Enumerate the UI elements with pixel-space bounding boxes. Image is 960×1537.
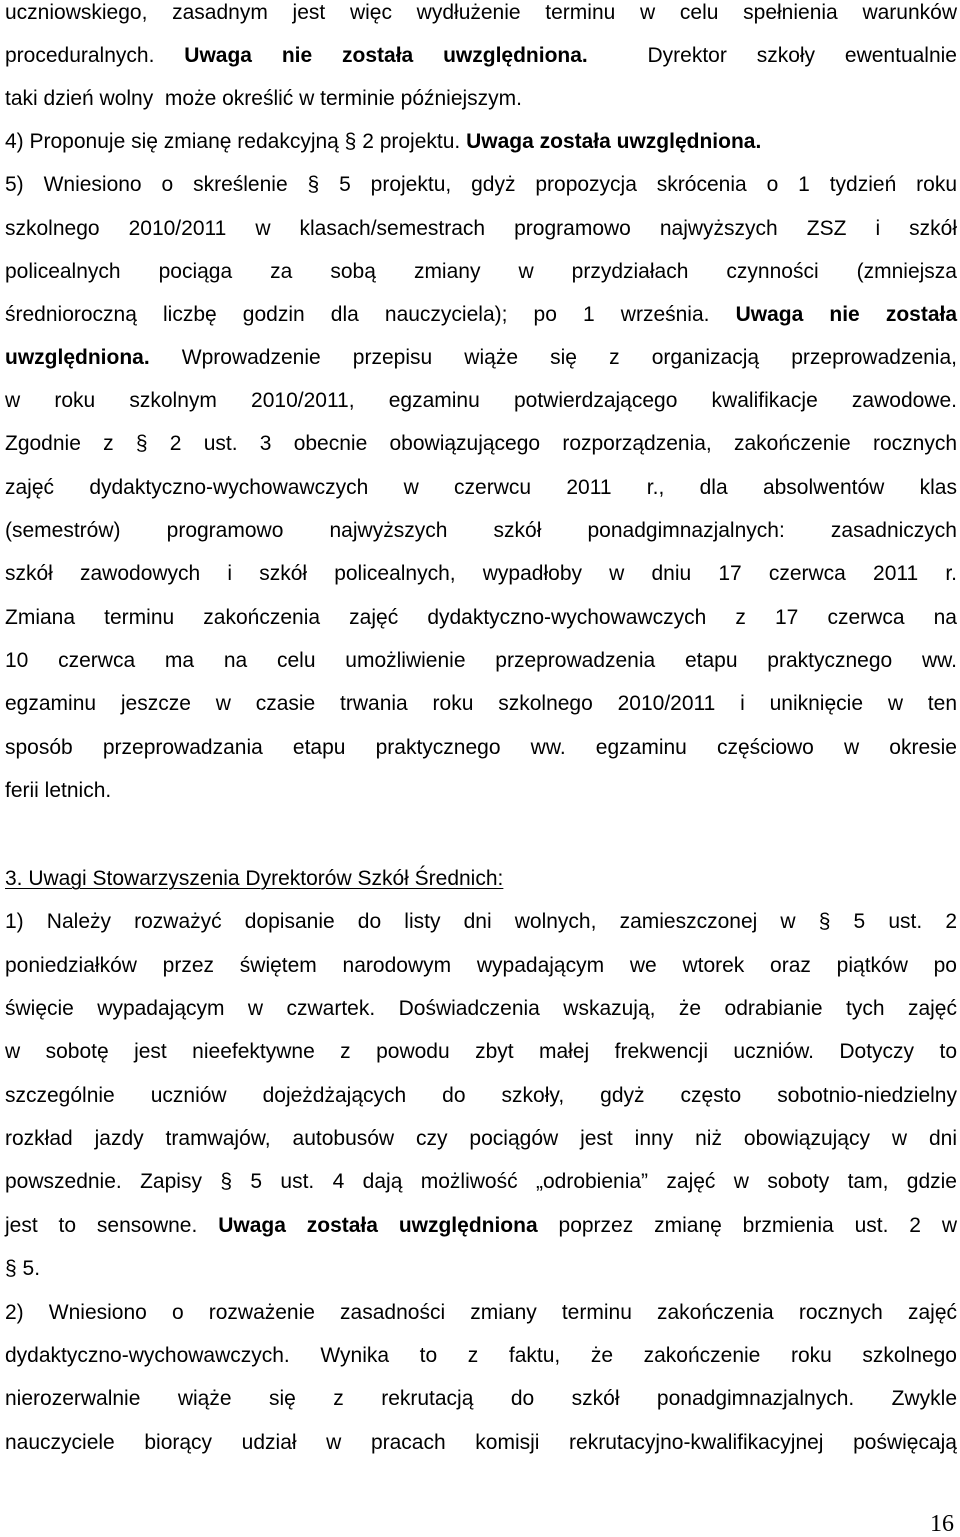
text-line: [5, 259, 957, 285]
text-segment: policealnych pociąga za sobą zmiany w przydziałach czynności (zmniejsza: [5, 260, 957, 283]
bold-text: Uwaga nie została uwzględniona.: [184, 44, 588, 67]
text-line: [5, 43, 957, 69]
text-segment: średnioroczną liczbę godzin dla nauczyciela); po 1 września.: [5, 303, 736, 326]
text-segment: szczególnie uczniów dojeżdżających do szkoły, gdyż często sobotnio-niedzielny: [5, 1084, 957, 1107]
text-line: [5, 1169, 957, 1195]
text-segment: taki dzień wolny może określić w terminie późniejszym.: [5, 87, 523, 110]
text-segment: 4) Proponuje się zmianę redakcyjną § 2 projektu.: [5, 130, 467, 153]
text-segment: Wprowadzenie przepisu wiąże się z organizacją przeprowadzenia,: [149, 346, 957, 369]
text-line: [5, 953, 957, 979]
text-segment: nauczyciele biorący udział w pracach komisji rekrutacyjno-kwalifikacyjnej poświęcają: [5, 1431, 957, 1454]
text-line: [5, 1083, 957, 1109]
text-segment: uczniowskiego, zasadnym jest więc wydłużenie terminu w celu spełnienia warunków: [5, 1, 957, 24]
text-segment: powszednie. Zapisy § 5 ust. 4 dają możliwość „odrobienia” zajęć w soboty tam, gdzie: [5, 1170, 957, 1193]
text-line: [5, 561, 957, 587]
bold-text: Uwaga została uwzględniona: [218, 1214, 538, 1237]
text-line: [5, 1386, 957, 1412]
text-segment: sposób przeprowadzania etapu praktycznego ww. egzaminu częściowo w okresie: [5, 736, 957, 759]
text-line: [5, 1343, 957, 1369]
text-line: [5, 909, 957, 935]
text-segment: szkół zawodowych i szkół policealnych, wypadłoby w dniu 17 czerwca 2011 r.: [5, 562, 957, 585]
text-line: [5, 129, 957, 155]
text-segment: szkolnego 2010/2011 w klasach/semestrach programowo najwyższych ZSZ i szkół: [5, 217, 957, 240]
text-segment: Zgodnie z § 2 ust. 3 obecnie obowiązującego rozporządzenia, zakończenie rocznych: [5, 432, 957, 455]
text-segment: egzaminu jeszcze w czasie trwania roku szkolnego 2010/2011 i uniknięcie w ten: [5, 692, 957, 715]
text-line: [5, 1300, 957, 1326]
text-line: [5, 431, 957, 457]
text-segment: w roku szkolnym 2010/2011, egzaminu potwierdzającego kwalifikacje zawodowe.: [5, 389, 957, 412]
bold-text: Uwaga nie została: [735, 303, 958, 326]
text-line: [5, 216, 957, 242]
text-segment: 10 czerwca ma na celu umożliwienie przeprowadzenia etapu praktycznego ww.: [5, 649, 957, 672]
text-line: [5, 302, 957, 328]
text-line: [5, 518, 957, 544]
page-number: 16: [930, 1511, 954, 1537]
text-segment: 5) Wniesiono o skreślenie § 5 projektu, gdyż propozycja skrócenia o 1 tydzień roku: [5, 173, 957, 196]
text-line: [5, 996, 957, 1022]
text-line: [5, 866, 957, 892]
text-line: [5, 691, 957, 717]
text-segment: poprzez zmianę brzmienia ust. 2 w: [537, 1214, 958, 1237]
text-line: [5, 1256, 957, 1282]
text-line: [5, 735, 957, 761]
text-segment: (semestrów) programowo najwyższych szkół ponadgimnazjalnych: zasadniczych: [5, 519, 957, 542]
text-segment: 1) Należy rozważyć dopisanie do listy dni wolnych, zamieszczonej w § 5 ust. 2: [5, 910, 957, 933]
text-line: [5, 1213, 957, 1239]
text-segment: 2) Wniesiono o rozważenie zasadności zmiany terminu zakończenia rocznych zajęć: [5, 1301, 957, 1324]
text-segment: Zmiana terminu zakończenia zajęć dydaktyczno-wychowawczych z 17 czerwca na: [5, 606, 957, 629]
text-line: [5, 1430, 957, 1456]
text-segment: jest to sensowne.: [5, 1214, 219, 1237]
text-segment: zajęć dydaktyczno-wychowawczych w czerwcu 2011 r., dla absolwentów klas: [5, 476, 957, 499]
text-segment: Dyrektor szkoły ewentualnie: [587, 44, 957, 67]
text-line: [5, 1126, 957, 1152]
text-line: [5, 648, 957, 674]
text-segment: § 5.: [5, 1257, 41, 1280]
text-line: [5, 86, 957, 112]
text-segment: poniedziałków przez świętem narodowym wypadającym we wtorek oraz piątków po: [5, 954, 957, 977]
text-line: [5, 345, 957, 371]
text-line: [5, 388, 957, 414]
text-segment: rozkład jazdy tramwajów, autobusów czy pociągów jest inny niż obowiązujący w dni: [5, 1127, 957, 1150]
text-line: [5, 778, 957, 804]
text-line: [5, 1039, 957, 1065]
bold-text: Uwaga została uwzględniona.: [466, 130, 762, 153]
text-segment: ferii letnich.: [5, 779, 112, 802]
text-line: [5, 475, 957, 501]
text-line: [5, 605, 957, 631]
text-segment: w sobotę jest nieefektywne z powodu zbyt małej frekwencji uczniów. Dotyczy to: [5, 1040, 957, 1063]
text-segment: dydaktyczno-wychowawczych. Wynika to z faktu, że zakończenie roku szkolnego: [5, 1344, 957, 1367]
text-segment: proceduralnych.: [5, 44, 185, 67]
text-segment: nierozerwalnie wiąże się z rekrutacją do szkół ponadgimnazjalnych. Zwykle: [5, 1387, 957, 1410]
bold-text: uwzględniona.: [5, 346, 150, 369]
section-heading: 3. Uwagi Stowarzyszenia Dyrektorów Szkół Średnich:: [5, 867, 504, 890]
text-line: [5, 0, 957, 26]
text-segment: święcie wypadającym w czwartek. Doświadczenia wskazują, że odrabianie tych zajęć: [5, 997, 957, 1020]
text-line: [5, 172, 957, 198]
